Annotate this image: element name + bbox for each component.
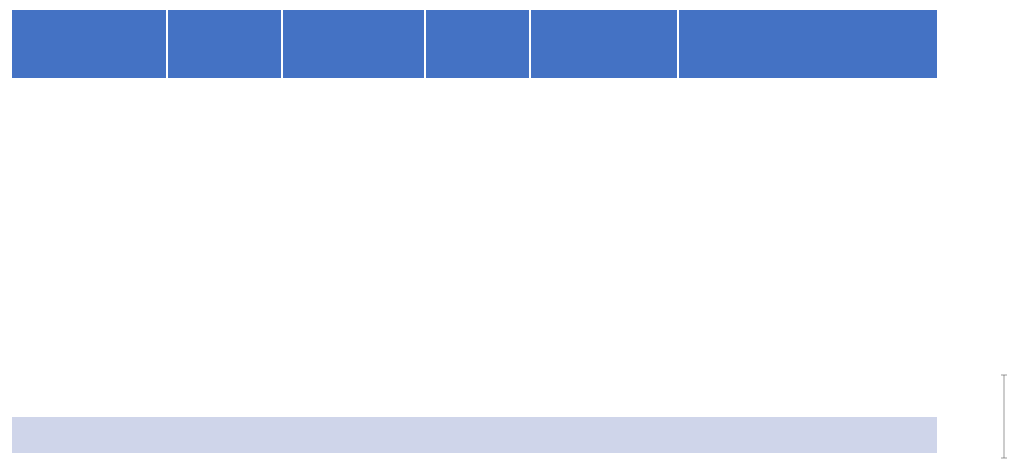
fire-barrier-table xyxy=(12,10,937,81)
header-obligation xyxy=(678,10,937,79)
building-illustration xyxy=(944,320,1014,460)
header-barrier-width xyxy=(530,10,678,79)
header-combination xyxy=(282,10,425,79)
header-state xyxy=(12,10,167,79)
footnotes xyxy=(12,417,937,453)
header-fire-barriers xyxy=(425,10,530,79)
header-row xyxy=(12,10,937,79)
header-max-height xyxy=(167,10,282,79)
